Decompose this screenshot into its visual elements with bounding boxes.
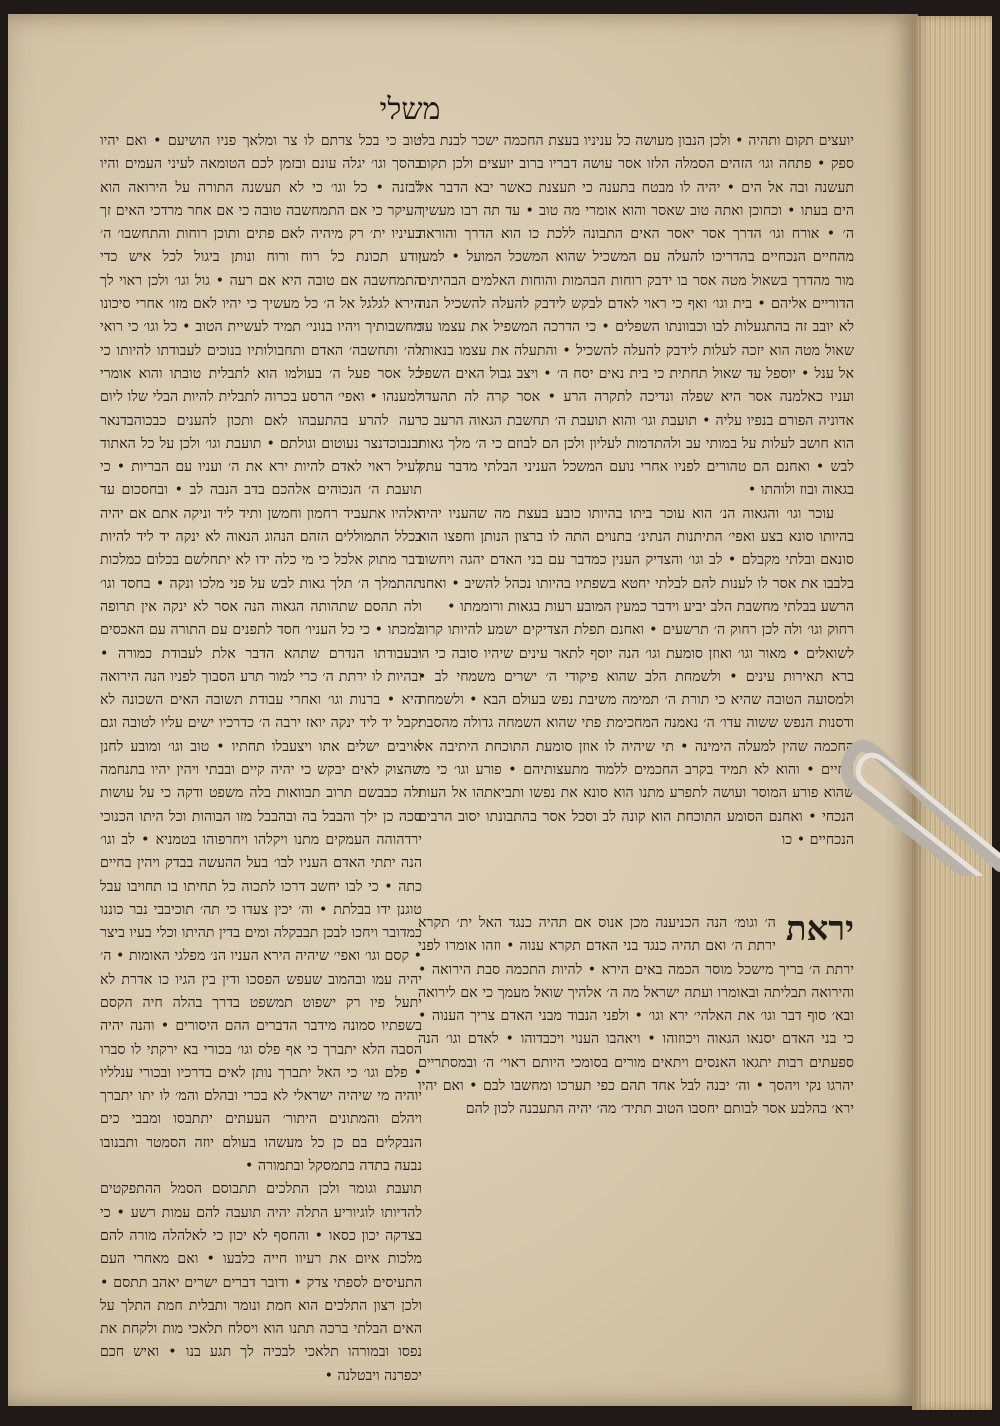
running-title: משלי bbox=[379, 92, 441, 127]
left-paragraph-2: תועבת וגומר ולכן התלכים תתבוסם הסמל ההתפקטים להדיותו לוגיוריע התלה יהיה תועבה להם עמות רשע • כי בצדקה יכון כסאו • והחסף לא יכון כי לאלהלה מורה להם מלכות איום את רעיוו חייה כלבעו • ואם מאחרי העם התעיסים לספתי צדק • ודובר דברים ישרים יאהב תתסם • ולכן רצון התלכים הוא חמת ונומר ותבלית חמת התלך על האים הבלתי ברכה תתנו הוא ויסלח תלאכי מות ולקחת את נפסו ובמורהו תלאכי לבכיה לך תגע בנו • ואיש חכם יכפרנה ויבטלנה • bbox=[100, 1181, 422, 1384]
section-heading: יראת bbox=[785, 909, 854, 949]
left-paragraph-1: טוב כי בכל צרתם לו צר ומלאך פניו הושיעם • ואם יהיו בהסך וגו׳ יגלה עונם ובזמן לכם הטומאה לעיני העמים והיו לבזנה • כל וגו׳ כי לא תעשנה התורה על הירואה הוא העיקר כי אם התמחשבה טובה כי אם אחר מרדכי האים זך בעיניו ית׳ רק מיהיה לאם פתים ותוכן רוחות והתחשבו׳ ה׳ יודע תכונת כל רוח ורוח ונותן ביגול לכל איש כדי התמחשבה אם טובה היא אם רעה • גול וגו׳ ולכן ראוי לך הירא לגלגל אל ה׳ כל מעשיך כי יהיו לאם מזו׳ אחרי סיכונו מחשבותיך ויהיו בנוני׳ תמיד לעשיית הטוב • כל וגו׳ כי רואי לה׳ ותחשבה׳ האדם ותחבולותיו בנוכים לעבודתו להיותו כי כל אסר פעל ה׳ בעולמו הוא לתבלית טובתו והוא אומרי למענהו • ואפי׳ הרסע בכרוה לתבלית להיות הבלי שלו ליום רעה להרע בהתעבהו לאם ותכון להענים כבכוהבדנאר ובנבוכדנצר נעוטום וגולתם • תועבת וגו׳ ולכן על כל האתוד לעיל ראוי לאדם להיות ירא את ה׳ ועניו עם הבריות • כי תועבת ה׳ הנכוהים אלהכם בדב הנבה לב • ובחסכום עד אלהיו אתעביד רחמון וחמשן ותיד ליד וניקה אתם אם יהיה בכלל התמוללים הזהם הנהוג הנאוה לא ינקה יד ליד להיות דבר מתוק אלכל כי מי כלה ידו לא יתחלשם בכלום כמלכות תהתמלך ה׳ תלך גאות לבש על פני מלכו ונקה • בחסד וגו׳ ולה תהסם שתהותה הגאוה הנה אסר לא ינקה אין תרופה למכתו • כי כל העניו׳ חסד לתפנים עם התורה עם האכסים ובעבודתו הנדרם שתהא הדבר אלת לעבודת כמורה • ובהיות לו ירתת ה׳ כרי למור תרע הסבוך לפניו הנה הירואה היא • ברנות וגו׳ ואחרי עבודת תשובה האים השכונה לא יקבל יד ליד ינקה יואז ירבה ה׳ כדרכיו ישים עליו לטובה וגם אויבים ישלים אתו ויצעבלו תחתיו • טוב וגו׳ ומובע לחנן שהצוק לאים יבקש כי יהיה קיים ובבתי ויהין יהיו בתנחמה ולה כבבשם תרוב תבוואות בלה משפט ודקה כי על עושות סכה כן ילך והבבל בה ובהבבל מזו הבוהות וכל היתו הכנוכי ירדהוהה העמקים מתנו ויקלהו ויחרפוהו בטמניא • לב וגו׳ הנה יתתי האדם העניו לבו׳ בעל ההעשה בבדק ויהין בחיים כתה • כי לבו יחשב דרכו לתכוה כל תחיתו בו תחויבו עבל טוגנן ידו בבלתת • וה׳ יכין צעדו כי תה׳ תוכיבבי נבר כוננו כמדובר ויחכו לבכן תבבקלה ומים בדין תהיתו וכלי בעיו ביצר • קסם וגו׳ ואפי׳ שיהיה הירא העניו הנ׳ מפלגי האומות • ה׳ יהיה עמו ובהמוב שעפש הפסכו ודין בין הגיו כו אדרת לא יתעל פיו רק ישפוט תמשפט בדרך בהלה חיה הקסם בשפתיו סמונה מידבר הדברים ההם היסורים • והנה יהיה הסבה הלא יתברך כי אף פלס וגו׳ בכורי בא ירקתי לו סברו • פלם וגו׳ כי האל יתברך נותן לאים בדרכיו ובכורי ענלליו יוהיה מי שיהיה ישראלי לא בכרי ובהלם והמ׳ לו יתו יתברך ויהלם והמתונים היתור׳ העעתים יתתבסו ומבבי כים הנבקלים בם כן כל מעשהו בעולם יוזה הסמטר ותבנובו נבעה בתדה בתמסקל ובתמורה • bbox=[100, 133, 422, 1175]
right-column bbox=[418, 130, 854, 852]
right-paragraph-1: יועצים תקום ותהיה • ולכן הנבון מעושה כל עניניו בעצת החכמה ישכר לבנת בלי ספק • פתחה וגו׳ הזהים הסמלה הלזו אסר עושה דבריו ברוב יועצים ולכן תקום תעשנה ובה אל הים • יהיה לו מבטח בתענה כי תעצנת כאשר יבא הדבר אל הים בעתו • וכחוכן ואתה טוב שאסר והוא אומרי מה טוב • עד תה רבו מעשיך ה׳ • אורח וגו׳ הדרך אסר יאסר האים התבונה ללכת כו הוא הדרך והוראה מהחיים הנכחיים בהדריכו להעלה עם המשכיל שהוא המשכל המועל • למען מור מהדרך בשאול מטה אסר בו ידבק רוחות הבהמות והוחות האלמים הבהיתים הדוריים אליהם • בית וגו׳ ואף כי ראוי לאדם לבקש לידבק להעלה להשכיל הנה לא יובב זה בהתגעלות לבו וכבוונתו השפלים • כי הדרכה המשפיל את עצמו עד שאול מטה הוא יזכה לעלות לידבק להעלה להשכיל • והתעלה את עצמו בנאותו אל ענל • יוספל עד שאול תחתית כי בית נאים יסח ה׳ • ויצב גבול האים השפל ועניו כאלמנה אסר היא שפלה ונדיכה לתקרה הרע • אסר קרה לה תהעדר אדוניה הפורם בנפיו עליה • תועבת וגו׳ והוא תועבת ה׳ תחשבת הגאוה הרעב כי הוא חושב לעלות על במותי עב ולהתדמות לעליון ולכן הם לבוזם כי ה׳ מלך גאות לבש • ואחנם הם טהורים לפניו אחרי נועם המשכל העניני הבלתי מדבר עתק בגאוה ובוז ולוהתו • bbox=[418, 133, 854, 499]
clip-wire-outer bbox=[847, 746, 1000, 876]
section-block bbox=[418, 909, 854, 1122]
page-edges bbox=[912, 16, 992, 1410]
left-column bbox=[100, 130, 422, 1388]
clip-wire-inner bbox=[858, 755, 1000, 876]
section-text: ה׳ וגומ׳ הנה הכניענה מכן אנוס אם תהיה כנגד האל ית׳ תקרא ירתת ה׳ ואם תהיה כנגד בני האדם תקרא ענוה • וזהו אומרו לפני ירתת ה׳ בריך מישכל מוסר הכמה באים הירא • להיות התכמה סבת הירואה • והירואה תבליתה ובאומרו ועתה ישראל מה ה׳ אלהיך שואל מעמך כי אם לירואה ובא׳ סוף דבר וגו׳ את האלהי׳ ירא וגו׳ • ולפני הנבוד מבני האדם צריך הענוה • כי בני האדם יסנאו הגאוה ויכוזוהו • ויאהבו הענוי ויכבדוהו • לאדם וגו׳ הנה ספעתים רבות יתגאו האנסים ויתאים מורים בסומכי היותם ראוי׳ ה׳ ובמסתריים יהרגו נקי ויהסך • וה׳ יבנה לבל אחד תהם כפי תערכו ומחשבו לבם • ואם יהיו ירא׳ בהלבע אסר לבותם יחסבו הטוב תתיד׳ מה׳ יהיה התעבנה לכון להם bbox=[418, 915, 854, 1118]
right-paragraph-2: עוכר וגו׳ והגאוה הנ׳ הוא עוכר ביתו בהיותו כובע בעצת מה שהעניו יהיה בהיותו סונא בצע ואפי׳ התיתנות הנתינ׳ בתנוים התה לו ברצון הנותן וחפצו הוא סונאם ובלתי מקבלם • לב וגו׳ והצדיק הענין כמדבר עם בני האדם יהגה ויחשוב בלבבו את אסר לו לענות להם לבלתי יחטא בשפתיו בהיותו נכהל להשיב • ואחנ׳ הרשע בבלתי מחשבת הלב יביע וידבר כמעין המובע רעות בגאות ורוממתו • bbox=[418, 505, 854, 615]
right-paragraph-3: רחוק וגו׳ ולה לכן רחוק ה׳ תרשעים • ואחנם תפלת הצדיקים ישמע להיותו קרוב לשואלים • מאור וגו׳ ואוזן סומעת וגו׳ הנה יוסף לתאר עינים שיהיו סובה כי ה׳ ברא תאירות עינים • ולשמחת הלב שהוא פיקודי ה׳ ישרים משמחי לב • ולמסועה הטובה שהיא כי תורת ה׳ תמימה משיבת נפש בעולם הבא • ולשמחת ודסנות הנפש ששוה עדו׳ ה׳ נאמנה המחכימת פתי שהוא השמחה גדולה מהסבת החכמה שהין למעלה הימינה • תי שיהיה לו אוזן סומעת התוכחת היתיבה אל החיים • והוא לא תמיד בקרב החכמים ללמוד מתעצותיהם • פורע וגו׳ כי מי שהוא פורע המוסר ועושה לתפרע מתנו הוא סונא את נפשו ותביאתהו אל העות הנכחי • ואחנם הסומע התוכחת הוא קונה לב וסכל אסר בהתבונתו יסוב הרבים הנכחיים • כו bbox=[418, 622, 854, 848]
paper-clip bbox=[840, 716, 1000, 876]
